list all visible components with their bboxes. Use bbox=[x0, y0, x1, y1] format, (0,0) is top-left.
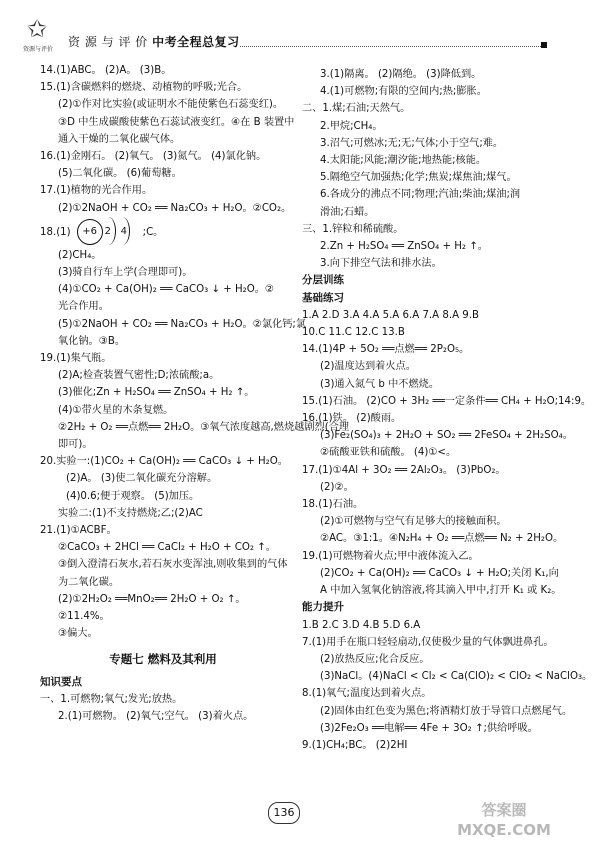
answer-line: 氧化钠。③B。 bbox=[58, 335, 126, 347]
atom-structure-diagram bbox=[75, 217, 139, 247]
answer-line: (2)①2H₂O₂ ══MnO₂══ 2H₂O + O₂ ↑。 bbox=[58, 593, 246, 605]
answer-line: (2)CH₄。 bbox=[58, 249, 102, 261]
section-heading: 知识要点 bbox=[40, 675, 82, 688]
answer-line: 2.(1)可燃物。 (2)氧气;空气。 (3)着火点。 bbox=[58, 711, 254, 723]
answer-line: (5)①2NaOH + CO₂ ══ Na₂CO₃ + H₂O。②氯化钙;氯 bbox=[58, 318, 307, 330]
answer-line: 光合作用。 bbox=[58, 301, 109, 313]
answer-line: (2)固体由红色变为黑色;将酒精灯放于导管口点燃尾气。 bbox=[320, 705, 573, 717]
answer-line: (2)温度达到着火点。 bbox=[320, 361, 416, 373]
answer-line: 一、1.可燃物;氧气;发光;放热。 bbox=[40, 693, 183, 705]
star-icon: ✩ bbox=[26, 15, 48, 43]
answer-line: (2)①作对比实验(或证明水不能使紫色石蕊变红)。 bbox=[58, 99, 284, 111]
section-heading: 分层训练 bbox=[302, 274, 344, 287]
answer-line: (3)催化;Zn + H₂SO₄ ══ ZnSO₄ + H₂ ↑。 bbox=[58, 387, 255, 399]
answer-line: A 中加入氢氧化钠溶液,将其滴入甲中,打开 K₁ 或 K₂。 bbox=[320, 585, 562, 597]
answer-line: (3)Fe₂(SO₄)₃ + 2H₂O + SO₂ ══ 2FeSO₄ + 2H₂SO₄。 bbox=[320, 430, 573, 442]
answer-line: ②2H₂ + O₂ ══点燃══ 2H₂O。③氧气浓度越高,燃烧越剧烈(合理 bbox=[58, 421, 350, 433]
answer-line: (3)2Fe₂O₃ ══电解══ 4Fe + 3O₂ ↑;供给呼吸。 bbox=[320, 722, 538, 734]
answer-line: 即可)。 bbox=[58, 439, 93, 451]
answer-line: 7.(1)用手在瓶口轻轻扇动,仅使极少量的气体飘进鼻孔。 bbox=[302, 636, 554, 648]
answer-line: 滑油;石蜡。 bbox=[320, 206, 375, 218]
answer-line: (2)①可燃物与空气有足够大的接触面积。 bbox=[320, 516, 507, 528]
section-title: 专题七 燃料及其利用 bbox=[109, 651, 217, 666]
watermark: 答案圈 MXQE.COM bbox=[457, 801, 551, 839]
answer-line: 三、1.锌粒和稀硫酸。 bbox=[302, 223, 404, 235]
answer-line: (4)0.6;便于观察。 (5)加压。 bbox=[66, 490, 200, 502]
answer-line: ②CaCO₃ + 2HCl ══ CaCl₂ + H₂O + CO₂ ↑。 bbox=[58, 542, 276, 554]
answer-line: 17.(1)①4Al + 3O₂ ══ 2Al₂O₃。 (3)PbO₂。 bbox=[302, 464, 506, 476]
answer-line: (3)骑自行车上学(合理即可)。 bbox=[58, 267, 193, 279]
answer-line: ②11.4%。 bbox=[58, 611, 110, 623]
running-header bbox=[68, 33, 240, 50]
atom-prefix: 18.(1) bbox=[40, 226, 71, 238]
answer-line: (3)NaCl。(4)NaCl < Cl₂ < Ca(ClO)₂ < ClO₂ < NaClO₃。 bbox=[320, 671, 592, 683]
answer-line: ③偏大。 bbox=[58, 628, 98, 640]
answer-line: 17.(1)植物的光合作用。 bbox=[40, 185, 153, 197]
answer-line: 1.B 2.C 3.D 4.B 5.D 6.A bbox=[302, 619, 421, 631]
answer-line: ③D 中生成碳酸使紫色石蕊试液变红。④在 B 装置中 bbox=[58, 116, 295, 128]
answer-line: (2)A;检查装置气密性;D;浓硫酸;a。 bbox=[58, 370, 220, 382]
answer-line: 2.Zn + H₂SO₄ ══ ZnSO₄ + H₂ ↑。 bbox=[320, 241, 488, 253]
answer-line: 16.(1)金刚石。 (2)氧气。 (3)氮气。 (4)氯化钠。 bbox=[40, 151, 267, 163]
answer-line: 4.太阳能;风能;潮汐能;地热能;核能。 bbox=[320, 155, 487, 167]
header-square-icon bbox=[541, 42, 547, 48]
atom-suffix: ;C。 bbox=[142, 226, 164, 238]
logo-caption: 资源与评价 bbox=[22, 46, 53, 53]
answer-line: 二、1.煤;石油;天然气。 bbox=[302, 103, 411, 115]
nucleus: +6 bbox=[77, 219, 103, 245]
answer-line: 3.向下排空气法和排水法。 bbox=[320, 258, 442, 270]
section-heading: 基础练习 bbox=[302, 291, 344, 304]
answer-line: 2.甲烷;CH₄。 bbox=[320, 120, 383, 132]
answer-line: 1.A 2.D 3.A 4.A 5.A 6.A 7.A 8.A 9.B bbox=[302, 309, 480, 321]
page-number: 136 bbox=[268, 802, 300, 824]
answer-line: ②硫酸亚铁和硫酸。 (4)①<。 bbox=[320, 447, 457, 459]
answer-line: (2)A。 (3)使二氧化碳充分溶解。 bbox=[66, 473, 218, 485]
answer-line: 15.(1)石油。 (2)CO + 3H₂ ══一定条件══ CH₄ + H₂O;14:9。 bbox=[302, 395, 592, 407]
answer-line: ③倒入澄清石灰水,若石灰水变浑浊,则收集到的气体 bbox=[58, 559, 288, 571]
shell-2-count: 4 bbox=[120, 225, 128, 237]
answer-line: 9.(1)CH₄;BC。 (2)2HI bbox=[302, 739, 408, 751]
answer-line: 实验二:(1)不支持燃烧;乙;(2)AC bbox=[58, 507, 203, 519]
answer-line: 通入干燥的二氧化碳气体。 bbox=[58, 133, 181, 145]
answer-line: (2)CO₂ + Ca(OH)₂ ══ CaCO₃ ↓ + H₂O;关闭 K₁,向 bbox=[320, 567, 559, 579]
answer-line: 6.各成分的沸点不同;物理;汽油;柴油;煤油;润 bbox=[320, 189, 521, 201]
answer-line: (2)放热反应;化合反应。 bbox=[320, 653, 430, 665]
answer-line: (4)①CO₂ + Ca(OH)₂ ══ CaCO₃ ↓ + H₂O。② bbox=[58, 284, 275, 296]
answer-line: 16.(1)铁。 (2)酸雨。 bbox=[302, 413, 402, 425]
publisher-logo bbox=[16, 16, 60, 56]
answer-line: 19.(1)可燃物着火点;甲中液体流入乙。 bbox=[302, 550, 479, 562]
answer-line: 3.(1)隔离。 (2)隔绝。 (3)降低到。 bbox=[320, 69, 482, 80]
answer-line: ②AC。③1:1。④N₂H₄ + O₂ ══点燃══ N₂ + 2H₂O。 bbox=[320, 533, 564, 545]
answer-line: (5)二氧化碳。 (6)葡萄糖。 bbox=[58, 168, 182, 180]
book-title: 中考全程总复习 bbox=[152, 35, 240, 49]
series-name: 资 源 与 评 价 bbox=[68, 35, 148, 49]
answer-line: (2)①2NaOH + CO₂ ══ Na₂CO₃ + H₂O。②CO₂。 bbox=[58, 202, 292, 214]
answer-line: 21.(1)①ACBF。 bbox=[40, 525, 117, 537]
section-heading: 能力提升 bbox=[302, 601, 344, 614]
answer-line: 18.(1)石油。 bbox=[302, 499, 364, 511]
shell-1-count: 2 bbox=[104, 225, 112, 237]
answer-line: (4)①带火星的木条复燃。 bbox=[58, 404, 174, 416]
atom-structure-line bbox=[40, 217, 286, 247]
answer-line: 4.(1)可燃物;有限的空间内;热;膨胀。 bbox=[320, 86, 487, 98]
answer-line: 20.实验一:(1)CO₂ + Ca(OH)₂ ══ CaCO₃ ↓ + H₂O。 bbox=[40, 456, 288, 468]
answer-line: 14.(1)ABC。 (2)A。 (3)B。 bbox=[40, 65, 172, 76]
answer-line: 为二氧化碳。 bbox=[58, 576, 120, 588]
answer-line: 14.(1)4P + 5O₂ ══点燃══ 2P₂O₅。 bbox=[302, 344, 470, 356]
answer-line: 8.(1)氧气;温度达到着火点。 bbox=[302, 688, 432, 700]
answer-line: 15.(1)含碳燃料的燃烧、动植物的呼吸;光合。 bbox=[40, 82, 248, 94]
answer-line: (3)通入氮气 b 中不燃烧。 bbox=[320, 378, 440, 390]
right-column bbox=[302, 66, 592, 754]
answer-line: 5.隔绝空气加强热;化学;焦炭;煤焦油;煤气。 bbox=[320, 172, 517, 184]
answer-line: 10.C 11.C 12.C 13.B bbox=[302, 327, 405, 339]
header-rule bbox=[240, 46, 541, 47]
answer-line: (2)②。 bbox=[320, 481, 354, 493]
answer-line: 19.(1)集气瓶。 bbox=[40, 353, 112, 365]
answer-line: 3.沼气;可燃冰;无;无;气体;小于空气;难。 bbox=[320, 137, 504, 149]
